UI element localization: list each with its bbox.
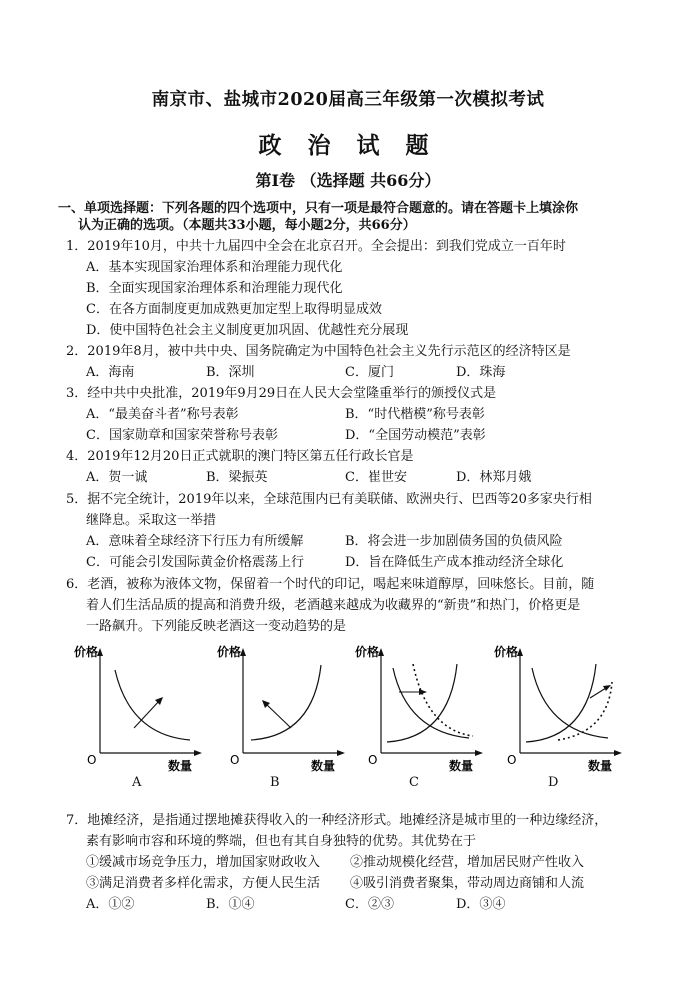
question-6-stem-line3: 一路飙升。下列能反映老酒这一变动趋势的是 bbox=[86, 619, 347, 634]
question-1-option-c: C．在各方面制度更加成熟更加定型上取得明显成效 bbox=[86, 302, 382, 317]
question-5-option-c: C．可能会引发国际黄金价格震荡上行 bbox=[86, 555, 304, 570]
question-7-subitem-2: ②推动规模化经营，增加居民财产性收入 bbox=[350, 855, 585, 870]
graph-c-caption: C bbox=[409, 775, 419, 790]
section-heading-line1: 一、单项选择题：下列各题的四个选项中，只有一项是最符合题意的。请在答题卡上填涂你 bbox=[58, 201, 579, 216]
question-2-stem: 2．2019年8月，被中共中央、国务院确定为中国特色社会主义先行示范区的经济特区是 bbox=[66, 344, 571, 359]
question-5-option-a: A．意味着全球经济下行压力有所缓解 bbox=[86, 534, 304, 549]
graph-b-origin: O bbox=[230, 753, 240, 767]
question-1-stem: 1．2019年10月，中共十九届四中全会在北京召开。全会提出：到我们党成立一百年时 bbox=[66, 239, 566, 254]
question-7-option-a: A．①② bbox=[86, 897, 135, 912]
question-7-subitem-3: ③满足消费者多样化需求，方便人民生活 bbox=[86, 876, 321, 891]
question-4-option-b: B．梁振英 bbox=[206, 470, 268, 485]
question-7-option-b: B．①④ bbox=[206, 897, 255, 912]
subject-title: 政 治 试 题 bbox=[258, 132, 438, 159]
question-5-option-b: B．将会进一步加剧债务国的负债风险 bbox=[345, 534, 563, 549]
question-7-stem-line1: 7．地摊经济，是指通过摆地摊获得收入的一种经济形式。地摊经济是城市里的一种边缘经济， bbox=[66, 813, 608, 828]
question-6-stem-line1: 6．老酒，被称为液体文物，保留着一个时代的印记，喝起来味道醇厚，回味悠长。目前，随 bbox=[66, 577, 595, 592]
question-2-option-c: C．厦门 bbox=[345, 365, 394, 380]
question-1-option-a: A．基本实现国家治理体系和治理能力现代化 bbox=[86, 260, 343, 275]
question-7-subitem-4: ④吸引消费者聚集，带动周边商铺和人流 bbox=[350, 876, 585, 891]
graph-b-x-label: 数量 bbox=[311, 759, 336, 773]
question-7-stem-line2: 素有影响市容和环境的弊端，但也有其自身独特的优势。其优势在于 bbox=[86, 834, 477, 849]
question-3-option-c: C．国家勋章和国家荣誉称号表彰 bbox=[86, 428, 278, 443]
question-2-option-a: A．海南 bbox=[86, 365, 135, 380]
graph-b-y-label: 价格 bbox=[217, 645, 242, 659]
graph-b bbox=[203, 640, 348, 775]
question-6-stem-line2: 着人们生活品质的提高和消费升级，老酒越来越成为收藏界的“新贵”和热门，价格更是 bbox=[86, 598, 581, 613]
question-1-option-d: D．使中国特色社会主义制度更加巩固、优越性充分展现 bbox=[86, 323, 409, 338]
question-6-graphs bbox=[60, 640, 680, 800]
graph-c-origin: O bbox=[368, 753, 378, 767]
question-4-option-a: A．贺一诚 bbox=[86, 470, 148, 485]
question-3-option-b: B．“时代楷模”称号表彰 bbox=[345, 407, 485, 422]
graph-a bbox=[60, 640, 205, 775]
graph-d-x-label: 数量 bbox=[588, 759, 613, 773]
graph-a-origin: O bbox=[87, 753, 97, 767]
exam-title: 南京市、盐城市2020届高三年级第一次模拟考试 bbox=[151, 90, 545, 110]
question-5-option-d: D．旨在降低生产成本推动经济全球化 bbox=[345, 555, 564, 570]
section-heading-line2: 认为正确的选项。（本题共33小题，每小题2分，共66分） bbox=[78, 218, 416, 233]
question-5-stem-line1: 5．据不完全统计，2019年以来，全球范围内已有美联储、欧洲央行、巴西等20多家央行相 bbox=[66, 492, 592, 507]
graph-d-y-label: 价格 bbox=[494, 645, 519, 659]
graph-d-origin: O bbox=[507, 753, 517, 767]
question-7-subitem-1: ①缓减市场竞争压力，增加国家财政收入 bbox=[86, 855, 321, 870]
question-5-stem-line2: 继降息。采取这一举措 bbox=[86, 513, 217, 528]
graph-a-y-label: 价格 bbox=[74, 645, 99, 659]
graph-d bbox=[480, 640, 625, 775]
question-3-option-d: D．“全国劳动模范”表彰 bbox=[345, 428, 486, 443]
graph-a-caption: A bbox=[132, 775, 142, 790]
question-7-option-d: D．③④ bbox=[456, 897, 506, 912]
graph-c-x-label: 数量 bbox=[449, 759, 474, 773]
graph-c-y-label: 价格 bbox=[355, 645, 380, 659]
question-4-stem: 4．2019年12月20日正式就职的澳门特区第五任行政长官是 bbox=[66, 449, 414, 464]
question-2-option-d: D．珠海 bbox=[456, 365, 506, 380]
question-4-option-d: D．林郑月娥 bbox=[456, 470, 532, 485]
question-7-option-c: C．②③ bbox=[345, 897, 394, 912]
graph-a-x-label: 数量 bbox=[168, 759, 193, 773]
graph-b-caption: B bbox=[270, 775, 280, 790]
question-3-option-a: A．“最美奋斗者”称号表彰 bbox=[86, 407, 239, 422]
question-1-option-b: B．全面实现国家治理体系和治理能力现代化 bbox=[86, 281, 343, 296]
part-title: 第Ⅰ卷 （选择题 共66分） bbox=[255, 171, 441, 190]
graph-c bbox=[341, 640, 486, 775]
question-2-option-b: B．深圳 bbox=[206, 365, 255, 380]
question-3-stem: 3．经中共中央批准，2019年9月29日在人民大会堂隆重举行的颁授仪式是 bbox=[66, 386, 497, 401]
question-4-option-c: C．崔世安 bbox=[345, 470, 407, 485]
graph-d-caption: D bbox=[548, 775, 559, 790]
